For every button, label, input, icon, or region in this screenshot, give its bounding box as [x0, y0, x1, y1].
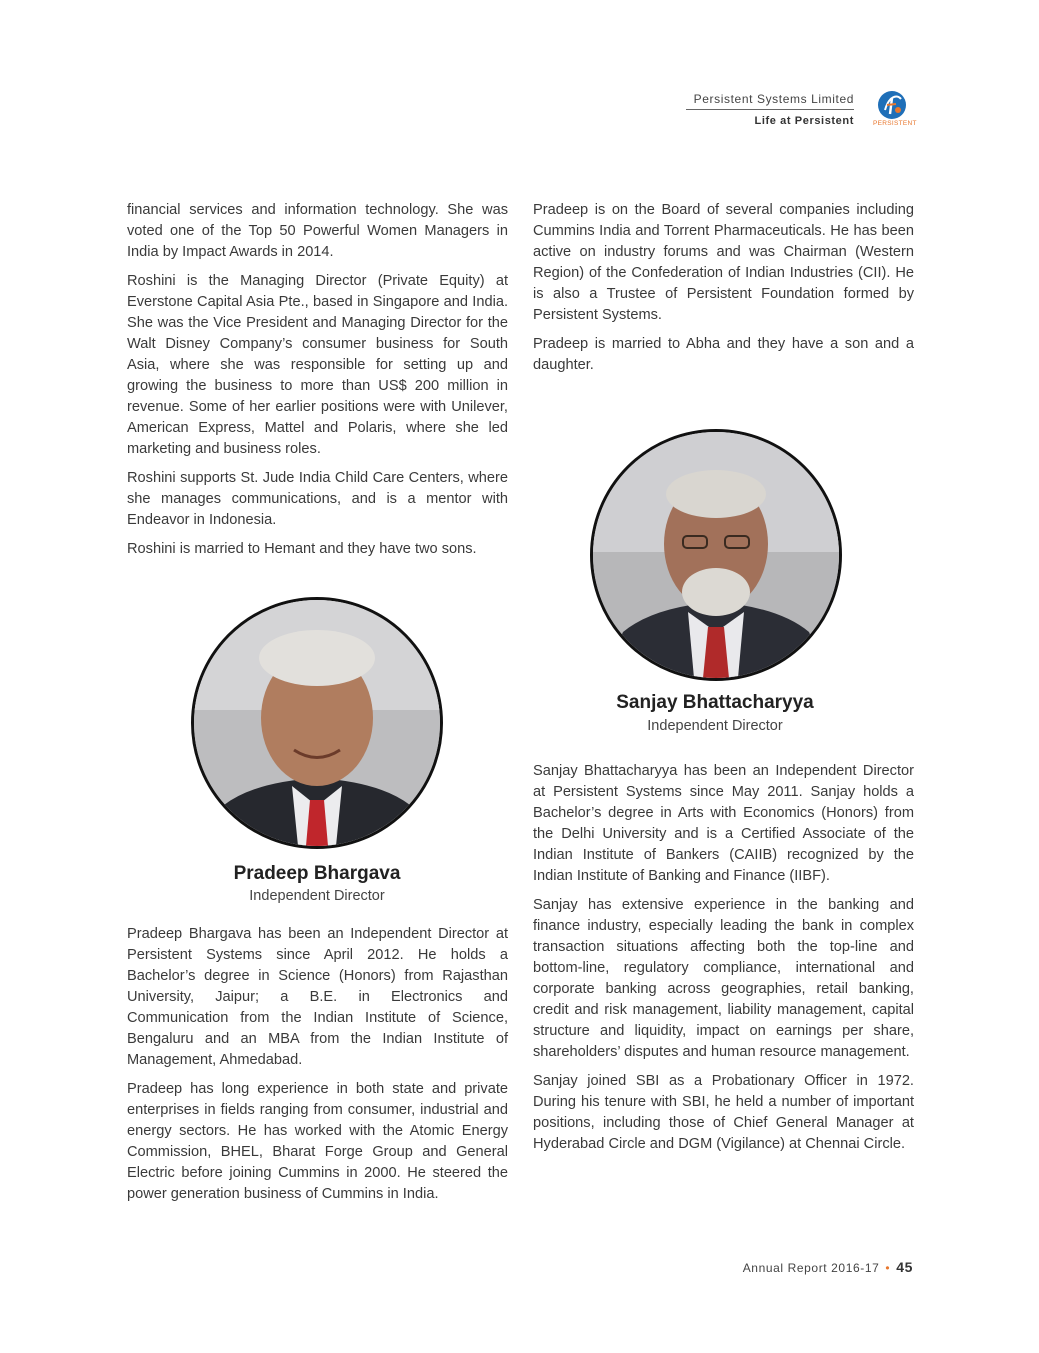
footer-separator: • [885, 1261, 891, 1275]
name-pradeep-bhargava: Pradeep Bhargava [233, 863, 401, 884]
paragraph: Pradeep Bhargava has been an Independent Director at Persistent Systems since April 2012. He holds a Bachelor’s degree in Science (Honors) from Rajasthan University, Jaipur; a B.E. in Electronics and Communication from the Indian Institute of Science, Bengaluru and an MBA from the Indian Institute of Management, Ahmedabad. [127, 926, 508, 1068]
logo-wordmark: PERSISTENT [873, 120, 917, 127]
left-column-top [127, 200, 508, 568]
name-sanjay-bhattacharyya: Sanjay Bhattacharyya [616, 692, 814, 713]
left-column-bottom [127, 924, 508, 1213]
paragraph: Roshini is the Managing Director (Private Equity) at Everstone Capital Asia Pte., based in Singapore and India. She was the Vice President and Managing Director for the Walt Disney Company’s consumer business for South Asia, where she was responsible for setting up and growing the business to more than US$ 200 million in revenue. Some of her earlier positions were with Unilever, American Express, Mattel and Polaris, where she led marketing and business roles. [127, 273, 508, 457]
page-footer [743, 1259, 913, 1275]
company-name: Persistent Systems Limited [693, 92, 854, 106]
paragraph: Pradeep is married to Abha and they have a son and a daughter. [533, 336, 914, 373]
paragraph: Roshini is married to Hemant and they have two sons. [127, 541, 477, 557]
section-title: Life at Persistent [754, 115, 854, 127]
paragraph: Sanjay has extensive experience in the banking and finance industry, especially leading the bank in complex transaction situations affecting both the top-line and bottom-line, regulatory compliance, international and corporate banking across geographies, retail banking, credit and risk management, liability management, capital structure and liquidity, impact on earnings per share, shareholders’ disputes and human resource management. [533, 897, 914, 1060]
paragraph: Pradeep is on the Board of several companies including Cummins India and Torrent Pharmaceuticals. He has been active on industry forums and was Chairman (Western Region) of the Confederation of Indian Industries (CII). He is also a Trustee of Persistent Foundation formed by Persistent Systems. [533, 202, 914, 323]
paragraph: Sanjay Bhattacharyya has been an Independent Director at Persistent Systems since May 2011. Sanjay holds a Bachelor’s degree in Arts with Economics (Honors) from the Delhi University and is a Certified Associate of the Indian Institute of Bankers (CAIIB) recognized by the Indian Institute of Banking and Finance (IIBF). [533, 763, 914, 884]
right-column-top [533, 200, 914, 384]
page-header [673, 90, 917, 130]
page-number: 45 [896, 1259, 913, 1275]
paragraph: financial services and information technology. She was voted one of the Top 50 Powerful Women Managers in India by Impact Awards in 2014. [127, 202, 508, 260]
role-pradeep-bhargava: Independent Director [249, 888, 385, 904]
logo-icon [877, 90, 907, 120]
portrait-pradeep-bhargava [191, 597, 443, 849]
paragraph: Sanjay joined SBI as a Probationary Officer in 1972. During his tenure with SBI, he held a number of important positions, including those of Chief General Manager at Hyderabad Circle and DGM (Vigilance) at Chennai Circle. [533, 1073, 914, 1152]
report-title: Annual Report 2016-17 [742, 1261, 880, 1275]
header-rule [686, 109, 854, 110]
paragraph: Pradeep has long experience in both state and private enterprises in fields ranging from consumer, industrial and energy sectors. He has worked with the Atomic Energy Commission, BHEL, Bharat Forge Group and General Electric before joining Cummins in 2000. He steered the power generation business of Cummins in India. [127, 1081, 508, 1202]
paragraph: Roshini supports St. Jude India Child Care Centers, where she manages communications, and is a mentor with Endeavor in Indonesia. [127, 470, 508, 528]
right-column-bottom [533, 761, 914, 1163]
portrait-sanjay-bhattacharyya [590, 429, 842, 681]
persistent-logo [873, 90, 917, 130]
role-sanjay-bhattacharyya: Independent Director [647, 718, 783, 734]
